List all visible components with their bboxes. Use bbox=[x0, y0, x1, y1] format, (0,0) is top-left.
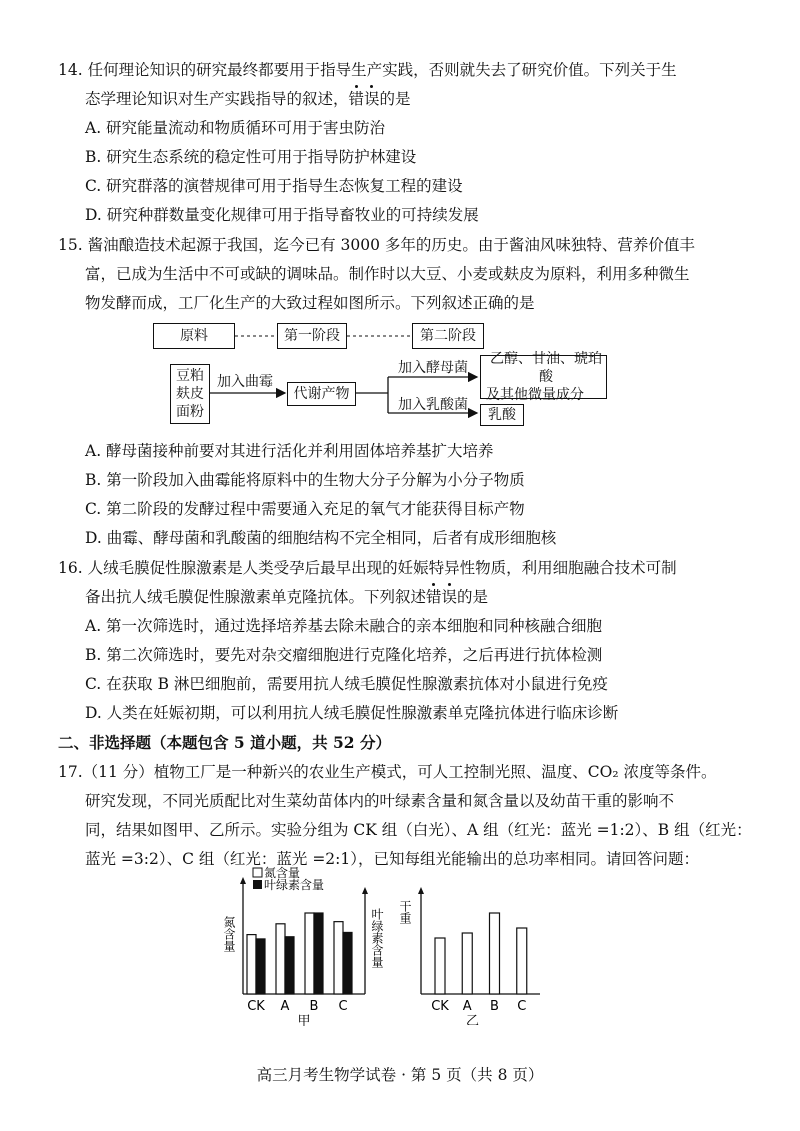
chart-yi-tick-c: C bbox=[517, 999, 527, 1014]
chart-jia-bar-b-chlorophyll bbox=[314, 913, 323, 994]
chart-yi-tick-a: A bbox=[462, 999, 472, 1014]
q17-stem-line1: 17.（11 分）植物工厂是一种新兴的农业生产模式，可人工控制光照、温度、CO₂ 浓度等条件。 bbox=[58, 763, 717, 781]
q16-stem-pre: 备出抗人绒毛膜促性腺激素单克隆抗体。下列叙述 bbox=[85, 588, 427, 606]
q14-option-c: C. 研究群落的演替规律可用于指导生态恢复工程的建设 bbox=[85, 177, 463, 195]
product-top-line2: 及其他微量成分 bbox=[486, 387, 584, 403]
product-top-line1: 乙醇、甘油、琥珀酸 bbox=[490, 351, 602, 385]
chart-jia-ylabel-right: 叶绿素含量 bbox=[370, 908, 384, 968]
chart-jia-ylabel-left: 氮含量 bbox=[222, 916, 236, 952]
chart-jia-legend-swatch-chlorophyll bbox=[253, 880, 262, 889]
chart-jia-left-axis-arrow bbox=[240, 877, 246, 884]
chart-jia-tick-b: B bbox=[309, 999, 319, 1014]
chart-jia-tick-c: C bbox=[338, 999, 348, 1014]
q16-option-d: D. 人类在妊娠初期，可以利用抗人绒毛膜促性腺激素单克隆抗体进行临床诊断 bbox=[85, 704, 619, 722]
q15-option-b: B. 第一阶段加入曲霉能将原料中的生物大分子分解为小分子物质 bbox=[85, 471, 525, 489]
q15-stem-line1: 15. 酱油酿造技术起源于我国，迄今已有 3000 多年的历史。由于酱油风味独特、营养价值丰 bbox=[58, 236, 695, 254]
diagram-label-add-aspergillus: 加入曲霉 bbox=[217, 374, 273, 390]
diagram-header-stage1: 第一阶段 bbox=[277, 323, 347, 349]
chart-yi-tick-b: B bbox=[490, 999, 499, 1014]
chart-jia-tick-ck: CK bbox=[247, 999, 265, 1014]
q14-option-b: B. 研究生态系统的稳定性可用于指导防护林建设 bbox=[85, 148, 417, 166]
q16-option-b: B. 第二次筛选时，要先对杂交瘤细胞进行克隆化培养，之后再进行抗体检测 bbox=[85, 646, 603, 664]
q16-option-a: A. 第一次筛选时，通过选择培养基去除未融合的亲本细胞和同种核融合细胞 bbox=[85, 617, 603, 635]
chart-yi-bar-b bbox=[490, 913, 500, 994]
chart-jia-bar-b-nitrogen bbox=[305, 913, 314, 994]
diagram-label-add-yeast: 加入酵母菌 bbox=[398, 360, 468, 376]
q16-emphasis-char-2: 误 bbox=[441, 588, 458, 606]
chart-jia-title: 甲 bbox=[297, 1014, 311, 1026]
chart-jia-legend-chlorophyll: 叶绿素含量 bbox=[264, 878, 325, 892]
chart-yi-title: 乙 bbox=[465, 1014, 480, 1025]
q16-stem-post: 的是 bbox=[457, 588, 489, 606]
q15-stem-line2: 富，已成为生活中不可或缺的调味品。制作时以大豆、小麦或麸皮为原料，利用多种微生 bbox=[85, 265, 690, 283]
q17-stem-line2: 研究发现，不同光质配比对生菜幼苗体内的叶绿素含量和氮含量以及幼苗干重的影响不 bbox=[85, 792, 675, 810]
chart-yi-y-axis-arrow bbox=[418, 887, 424, 894]
chart-yi-bar-c bbox=[517, 928, 527, 994]
q16-emphasis-char-1: 错 bbox=[426, 588, 442, 606]
chart-jia-bar-a-chlorophyll bbox=[285, 937, 294, 994]
diagram-materials-box bbox=[170, 364, 210, 424]
chart-jia-bar-ck-chlorophyll bbox=[256, 939, 265, 994]
material-bran: 麸皮 bbox=[176, 386, 204, 402]
material-flour: 面粉 bbox=[176, 404, 204, 420]
q15-stem-line3: 物发酵而成，工厂化生产的大致过程如图所示。下列叙述正确的是 bbox=[85, 294, 535, 312]
chart-jia-legend-nitrogen: 氮含量 bbox=[264, 866, 301, 880]
chart-yi bbox=[395, 880, 550, 1025]
diagram-label-add-lactobacillus: 加入乳酸菌 bbox=[398, 397, 468, 413]
chart-yi-tick-ck: CK bbox=[431, 999, 449, 1014]
q14-stem-post: 的是 bbox=[379, 90, 411, 108]
chart-jia-bar-c-nitrogen bbox=[334, 922, 343, 994]
q14-emphasis-char-1: 错 bbox=[348, 90, 365, 108]
chart-jia bbox=[215, 866, 390, 1026]
q16-stem-line1: 16. 人绒毛膜促性腺激素是人类受孕后最早出现的妊娠特异性物质，利用细胞融合技术可制 bbox=[58, 559, 677, 577]
q16-option-c: C. 在获取 B 淋巴细胞前，需要用抗人绒毛膜促性腺激素抗体对小鼠进行免疫 bbox=[85, 675, 608, 693]
q16-stem-line2 bbox=[85, 587, 488, 607]
q15-option-c: C. 第二阶段的发酵过程中需要通入充足的氧气才能获得目标产物 bbox=[85, 500, 525, 518]
chart-jia-right-axis-arrow bbox=[362, 887, 368, 894]
q15-option-d: D. 曲霉、酵母菌和乳酸菌的细胞结构不完全相同，后者有成形细胞核 bbox=[85, 529, 557, 547]
q14-stem-pre: 态学理论知识对生产实践指导的叙述， bbox=[85, 90, 349, 108]
section-2-heading: 二、非选择题（本题包含 5 道小题，共 52 分） bbox=[58, 733, 391, 752]
q14-option-a: A. 研究能量流动和物质循环可用于害虫防治 bbox=[85, 119, 386, 137]
page-footer: 高三月考生物学试卷 · 第 5 页（共 8 页） bbox=[256, 1066, 544, 1084]
chart-jia-bar-c-chlorophyll bbox=[343, 932, 352, 994]
q14-emphasis-char-2: 误 bbox=[364, 90, 380, 108]
diagram-header-stage2: 第二阶段 bbox=[412, 323, 484, 349]
q17-stem-line3: 同，结果如图甲、乙所示。实验分组为 CK 组（白光）、A 组（红光：蓝光 =1:2）、B 组（红光： bbox=[85, 821, 752, 839]
q15-option-a: A. 酵母菌接种前要对其进行活化并利用固体培养基扩大培养 bbox=[85, 442, 494, 460]
chart-yi-bar-ck bbox=[435, 938, 445, 994]
diagram-intermediate-box: 代谢产物 bbox=[287, 382, 356, 406]
diagram-header-raw-materials: 原料 bbox=[153, 323, 235, 349]
chart-jia-legend-swatch-nitrogen bbox=[253, 868, 262, 877]
chart-jia-bar-a-nitrogen bbox=[276, 924, 285, 994]
chart-yi-bar-a bbox=[462, 933, 472, 994]
chart-yi-ylabel: 干重 bbox=[398, 900, 412, 924]
q14-stem-line1: 14. 任何理论知识的研究最终都要用于指导生产实践，否则就失去了研究价值。下列关于生 bbox=[58, 61, 677, 79]
diagram-product-top-box bbox=[480, 351, 607, 403]
q17-stem-line4: 蓝光 =3:2）、C 组（红光：蓝光 =2:1），已知每组光能输出的总功率相同。请回答问题： bbox=[85, 850, 700, 868]
diagram-product-bottom-box: 乳酸 bbox=[480, 404, 524, 426]
chart-jia-bar-ck-nitrogen bbox=[247, 935, 256, 994]
q14-option-d: D. 研究种群数量变化规律可用于指导畜牧业的可持续发展 bbox=[85, 206, 479, 224]
material-soybean-meal: 豆粕 bbox=[176, 368, 204, 384]
chart-jia-tick-a: A bbox=[280, 999, 290, 1014]
